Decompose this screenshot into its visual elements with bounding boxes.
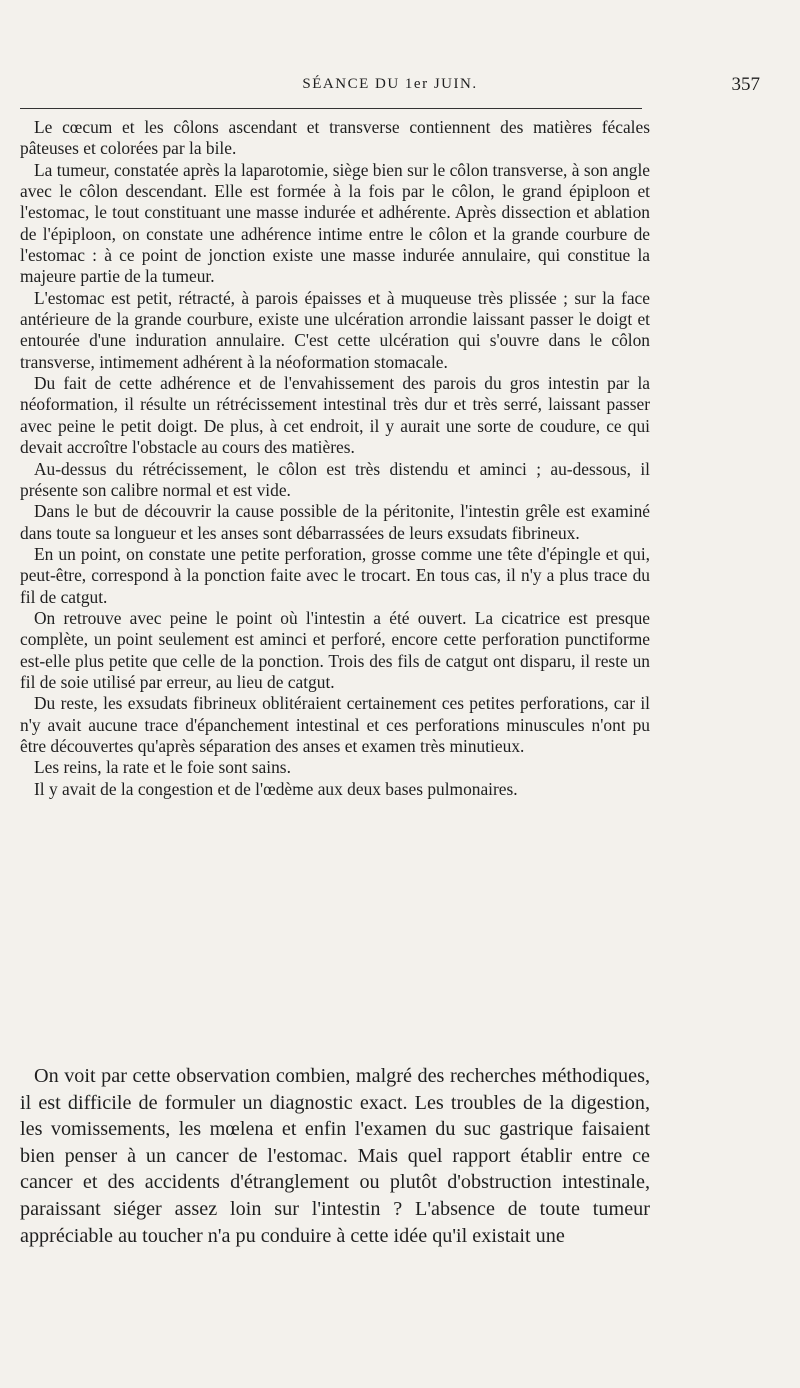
paragraph: Le cœcum et les côlons ascendant et transverse contiennent des matières fécales pâteuses et colorées par la bile. bbox=[20, 117, 650, 159]
paragraph: La tumeur, constatée après la laparotomie, siège bien sur le côlon transverse, à son angle avec le côlon descendant. Elle est formée à la fois par le côlon, le grand épiploon et l'estomac, le tout constituant une masse indurée et adhérente. Après dissection et ablation de l'épiploon, on constate une adhérence intime entre le côlon et la grande courbure de l'estomac : à ce point de jonction existe une masse indurée annulaire, qui constitue la majeure partie de la tumeur. bbox=[20, 159, 650, 287]
paragraph: Du fait de cette adhérence et de l'envahissement des parois du gros intestin par la néoformation, il résulte un rétrécissement intestinal très dur et très serré, laissant passer avec peine le petit doigt. De plus, à cet endroit, il y aurait une sorte de coudure, ce qui devait accroître l'obstacle au cours des matières. bbox=[20, 373, 650, 458]
page-number: 357 bbox=[731, 74, 760, 95]
paragraph: Dans le but de découvrir la cause possible de la péritonite, l'intestin grêle est examiné dans toute sa longueur et les anses sont débarrassées de leurs exsudats fibrineux. bbox=[20, 501, 650, 543]
paragraph: Il y avait de la congestion et de l'œdème aux deux bases pulmonaires. bbox=[34, 778, 518, 799]
paragraph: On retrouve avec peine le point où l'intestin a été ouvert. La cicatrice est presque complète, un point seulement est aminci et perforé, encore cette perforation punctiforme est-elle plus petite que celle de la ponction. Trois des fils de catgut ont disparu, il reste un fil de soie utilisé par erreur, au lieu de catgut. bbox=[20, 607, 650, 692]
paragraph: Les reins, la rate et le foie sont sains. bbox=[34, 757, 291, 778]
running-title: SÉANCE DU 1er JUIN. bbox=[302, 76, 478, 92]
paragraph: Au-dessus du rétrécissement, le côlon est très distendu et aminci ; au-dessous, il présente son calibre normal et est vide. bbox=[20, 458, 650, 500]
paragraph: En un point, on constate une petite perforation, grosse comme une tête d'épingle et qui, peut-être, correspond à la ponction faite avec le trocart. En tous cas, il n'y a plus trace du fil de catgut. bbox=[20, 543, 650, 607]
paragraph: L'estomac est petit, rétracté, à parois épaisses et à muqueuse très plissée ; sur la face antérieure de la grande courbure, existe une ulcération arrondie laissant passer le doigt et entourée d'une induration annulaire. C'est cette ulcération qui s'ouvre dans le côlon transverse, intimement adhérent à la néoformation stomacale. bbox=[20, 287, 650, 372]
discussion-text bbox=[20, 1063, 650, 1249]
running-head bbox=[20, 74, 760, 100]
paragraph: On voit par cette observation combien, malgré des recherches méthodiques, il est difficile de formuler un diagnostic exact. Les troubles de la digestion, les vomissements, les mœlena et enfin l'examen du suc gastrique faisaient bien penser à un cancer de l'estomac. Mais quel rapport établir entre ce cancer et des accidents d'étranglement ou plutôt d'obstruction intestinale, paraissant siéger assez loin sur l'intestin ? L'absence de toute tumeur appréciable au toucher n'a pu conduire à cette idée qu'il existait une bbox=[20, 1065, 650, 1247]
observation-text bbox=[20, 117, 650, 800]
header-rule bbox=[20, 108, 642, 109]
paragraph: Du reste, les exsudats fibrineux oblitéraient certainement ces petites perforations, car il n'y avait aucune trace d'épanchement intestinal et ces perforations minuscules n'ont pu être découvertes qu'après séparation des anses et examen très minutieux. bbox=[20, 693, 650, 756]
